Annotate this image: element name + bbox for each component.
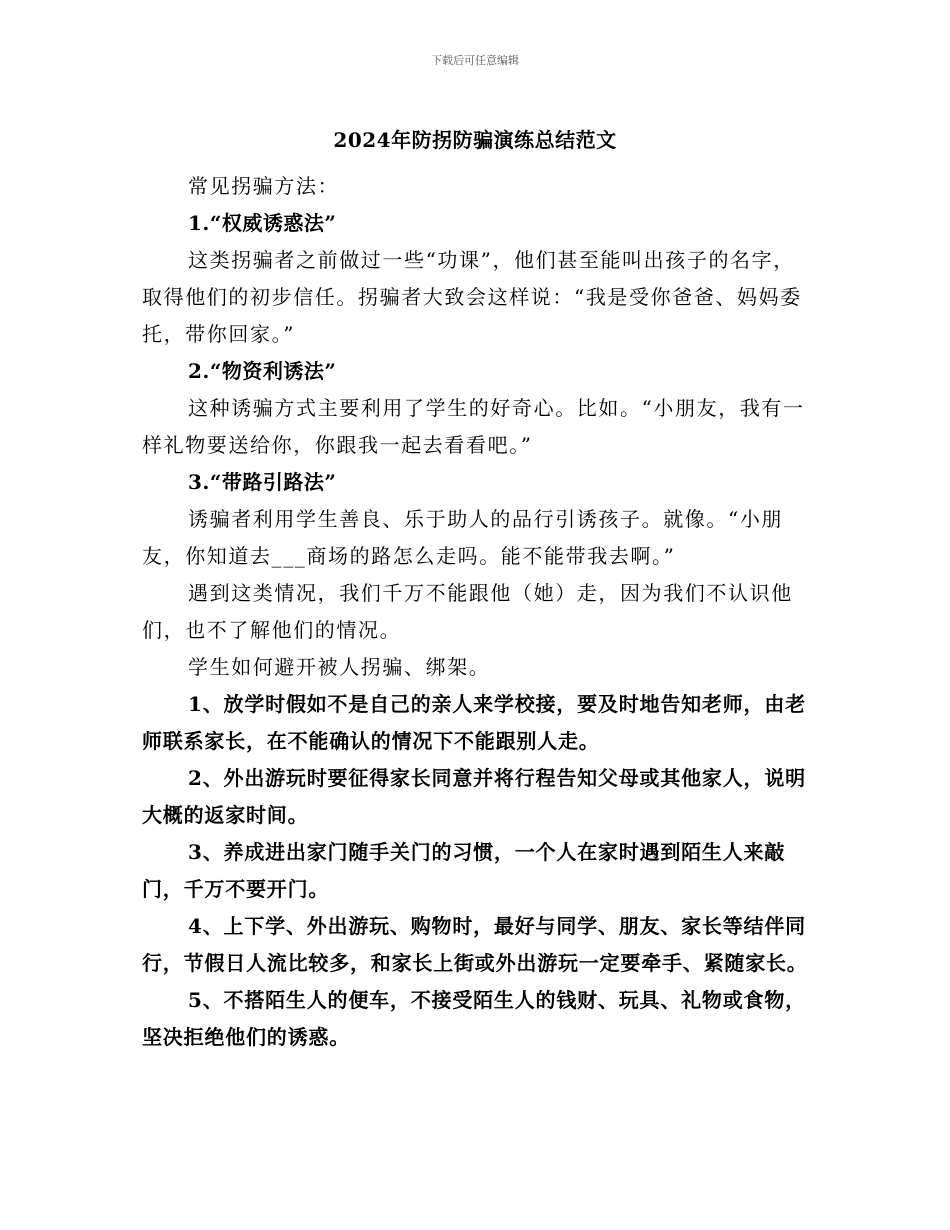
tip-item-1: 1、放学时假如不是自己的亲人来学校接，要及时地告知老师，由老师联系家长，在不能确认的情况下不能跟别人走。: [142, 692, 806, 753]
heading-method-2: 2.“物资利诱法”: [188, 359, 337, 383]
tip-item-4: 4、上下学、外出游玩、购物时，最好与同学、朋友、家长等结伴同行，节假日人流比较多，和家长上街或外出游玩一定要牵手、紧随家长。: [142, 914, 808, 975]
tip-item-3: 3、养成进出家门随手关门的习惯，一个人在家时遇到陌生人来敲门，千万不要开门。: [142, 840, 786, 901]
tip-item-5: 5、不搭陌生人的便车，不接受陌生人的钱财、玩具、礼物或食物，坚决拒绝他们的诱惑。: [142, 988, 806, 1049]
paragraph-method-3: 诱骗者利用学生善良、乐于助人的品行引诱孩子。就像。“小朋友，你知道去___商场的路怎么走吗。能不能带我去啊。”: [142, 507, 784, 568]
paragraph-warning: 遇到这类情况，我们千万不能跟他（她）走，因为我们不认识他们，也不了解他们的情况。: [142, 581, 793, 642]
document-body: [142, 168, 810, 1056]
tip-item-2: 2、外出游玩时要征得家长同意并将行程告知父母或其他家人，说明大概的返家时间。: [142, 766, 806, 827]
page-header: 下载后可任意编辑: [431, 54, 519, 67]
paragraph-method-2: 这种诱骗方式主要利用了学生的好奇心。比如。“小朋友，我有一样礼物要送给你，你跟我一起去看看吧。”: [142, 396, 805, 457]
heading-method-1: 1.“权威诱惑法”: [188, 211, 337, 235]
paragraph-avoid-intro: 学生如何避开被人拐骗、绑架。: [188, 655, 491, 679]
paragraph-method-1: 这类拐骗者之前做过一些“功课”，他们甚至能叫出孩子的名字，取得他们的初步信任。拐骗者大致会这样说：“我是受你爸爸、妈妈委托，带你回家。”: [142, 248, 802, 346]
document-title: 2024年防拐防骗演练总结范文: [333, 128, 617, 152]
paragraph-intro: 常见拐骗方法：: [188, 174, 340, 198]
heading-method-3: 3.“带路引路法”: [188, 470, 337, 494]
